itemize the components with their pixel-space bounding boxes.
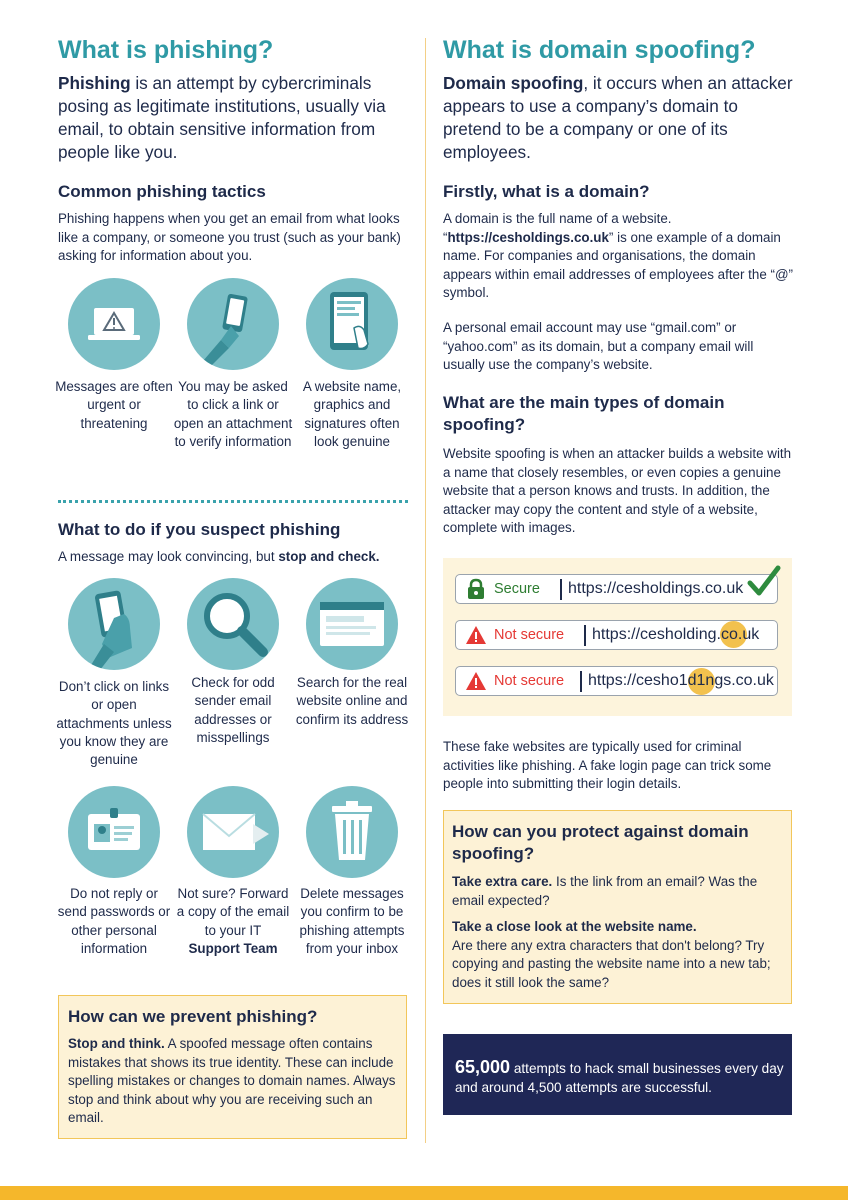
stat-box <box>443 1034 792 1115</box>
domain-paragraph-1 <box>443 210 793 303</box>
prevent-phishing-box <box>58 995 407 1139</box>
domain-p1-bold: https://cesholdings.co.uk <box>447 229 609 245</box>
url-examples-panel <box>443 558 792 716</box>
domain-p1-post: ” is one example of a domain name. For companies and organisations, the domain appears within email addresses of employees after the “@” symbol. <box>443 229 794 300</box>
spoofing-lead-bold: Domain spoofing <box>443 73 584 93</box>
spoofing-lead <box>443 72 795 164</box>
tactics-heading: Common phishing tactics <box>58 182 266 201</box>
spoofing-title: What is domain spoofing? <box>443 36 756 64</box>
protect-tip-2-bold: Take a close look at the website name. <box>452 919 697 934</box>
envelope-forward-icon <box>187 786 279 878</box>
status-not-secure-1: Not secure <box>494 627 565 643</box>
hand-phone-icon <box>187 278 279 370</box>
suspect-intro-text: A message may look convincing, but <box>58 549 279 564</box>
action-caption-do-not-reply: Do not reply or send passwords or other personal information <box>57 886 171 956</box>
action-caption-dont-click: Don’t click on links or open attachments unless you know they are genuine <box>56 679 172 768</box>
action-caption-forward <box>173 885 293 958</box>
checkmark-icon <box>747 565 781 599</box>
status-not-secure-2: Not secure <box>494 673 565 689</box>
fake-websites-paragraph: These fake websites are typically used for criminal activities like phishing. A fake login page can trick some people into submitting their login details. <box>443 739 772 791</box>
bottom-accent-bar <box>0 1186 848 1200</box>
dotted-divider <box>58 500 408 503</box>
id-card-icon <box>68 786 160 878</box>
phone-tap-icon <box>68 578 160 670</box>
status-secure: Secure <box>494 581 540 597</box>
tactic-caption-look-genuine: A website name, graphics and signatures often look genuine <box>302 379 402 449</box>
url-genuine: https://cesholdings.co.uk <box>568 580 744 597</box>
protect-tip-2-text: Are there any extra characters that don't belong? Try copying and pasting the website name into a new tab; does it still look the same? <box>452 937 771 990</box>
tablet-touch-icon <box>306 278 398 370</box>
tactic-caption-urgent: Messages are often urgent or threatening <box>55 379 173 431</box>
domain-p1-pre: A domain is the full name of a website. “ <box>443 211 672 245</box>
prevent-bold: Stop and think. <box>68 1036 165 1051</box>
browser-window-icon <box>306 578 398 670</box>
prevent-heading: How can we prevent phishing? <box>68 1007 318 1026</box>
suspect-intro <box>58 548 408 567</box>
action-caption-search-website: Search for the real website online and confirm its address <box>295 675 409 727</box>
url-separator <box>580 671 582 692</box>
protect-heading: How can you protect against domain spoofing? <box>452 822 749 863</box>
laptop-warning-icon <box>68 278 160 370</box>
spoofing-lead-text: , it occurs when an attacker appears to use a company’s domain to pretend to be a company or one of its employees. <box>443 73 793 162</box>
tactic-caption-click-link: You may be asked to click a link or open an attachment to verify information <box>173 379 293 449</box>
stat-text <box>455 1058 790 1097</box>
warning-triangle-icon <box>465 625 487 645</box>
prevent-body: A spoofed message often contains mistakes that shows its true identity. These can include spelling mistakes or changes to domain names. Always stop and think about why you are receiving such an email. <box>68 1036 396 1125</box>
url-row-not-secure-1 <box>455 620 778 650</box>
trash-bin-icon <box>306 786 398 878</box>
url-spoof-2: https://cesho1d1ngs.co.uk <box>588 672 774 689</box>
action-caption-forward-bold: Support Team <box>188 940 278 956</box>
protect-tip-1-text: Is the link from an email? Was the email expected? <box>452 874 758 908</box>
stat-description: attempts to hack small businesses every day and around 4,500 attempts are successful. <box>455 1061 784 1095</box>
protect-tip-2 <box>452 918 784 992</box>
url-row-not-secure-2 <box>455 666 778 696</box>
padlock-icon <box>466 578 486 600</box>
domain-paragraph-2: A personal email account may use “gmail.com” or “yahoo.com” as its domain, but a company email will usually use the company’s website. <box>443 320 754 372</box>
stat-number: 65,000 <box>455 1057 511 1077</box>
url-separator <box>560 579 562 600</box>
domain-heading: Firstly, what is a domain? <box>443 182 650 201</box>
protect-box <box>443 810 792 1004</box>
url-row-secure <box>455 574 778 604</box>
prevent-text <box>68 1035 400 1128</box>
url-separator <box>584 625 586 646</box>
types-heading: What are the main types of domain spoofing? <box>443 393 725 434</box>
tactics-intro: Phishing happens when you get an email from what looks like a company, or someone you trust (such as your bank) asking for information about you. <box>58 211 401 263</box>
protect-tip-1-bold: Take extra care. <box>452 874 553 889</box>
action-caption-forward-text: Not sure? Forward a copy of the email to your IT <box>176 886 290 938</box>
warning-triangle-icon <box>465 671 487 691</box>
url-spoof-1: https://cesholding.co.uk <box>592 626 760 643</box>
action-caption-check-sender: Check for odd sender email addresses or misspellings <box>191 675 275 745</box>
phishing-lead-text: is an attempt by cybercriminals posing as legitimate institutions, usually via email, to obtain sensitive information from people like you. <box>58 73 386 162</box>
phishing-lead <box>58 72 408 164</box>
suspect-intro-bold: stop and check. <box>278 549 380 564</box>
phishing-title: What is phishing? <box>58 36 274 64</box>
action-caption-delete: Delete messages you confirm to be phishing attempts from your inbox <box>299 886 405 956</box>
phishing-lead-bold: Phishing <box>58 73 131 93</box>
magnifier-icon <box>187 578 279 670</box>
column-divider <box>425 38 426 1143</box>
suspect-heading: What to do if you suspect phishing <box>58 520 341 539</box>
protect-tip-1 <box>452 873 784 910</box>
types-paragraph: Website spoofing is when an attacker builds a website with a name that closely resembles, or even copies a genuine website that a person knows and trusts. In addition, the attacker may copy the content and style of a website, complete with images. <box>443 446 792 535</box>
